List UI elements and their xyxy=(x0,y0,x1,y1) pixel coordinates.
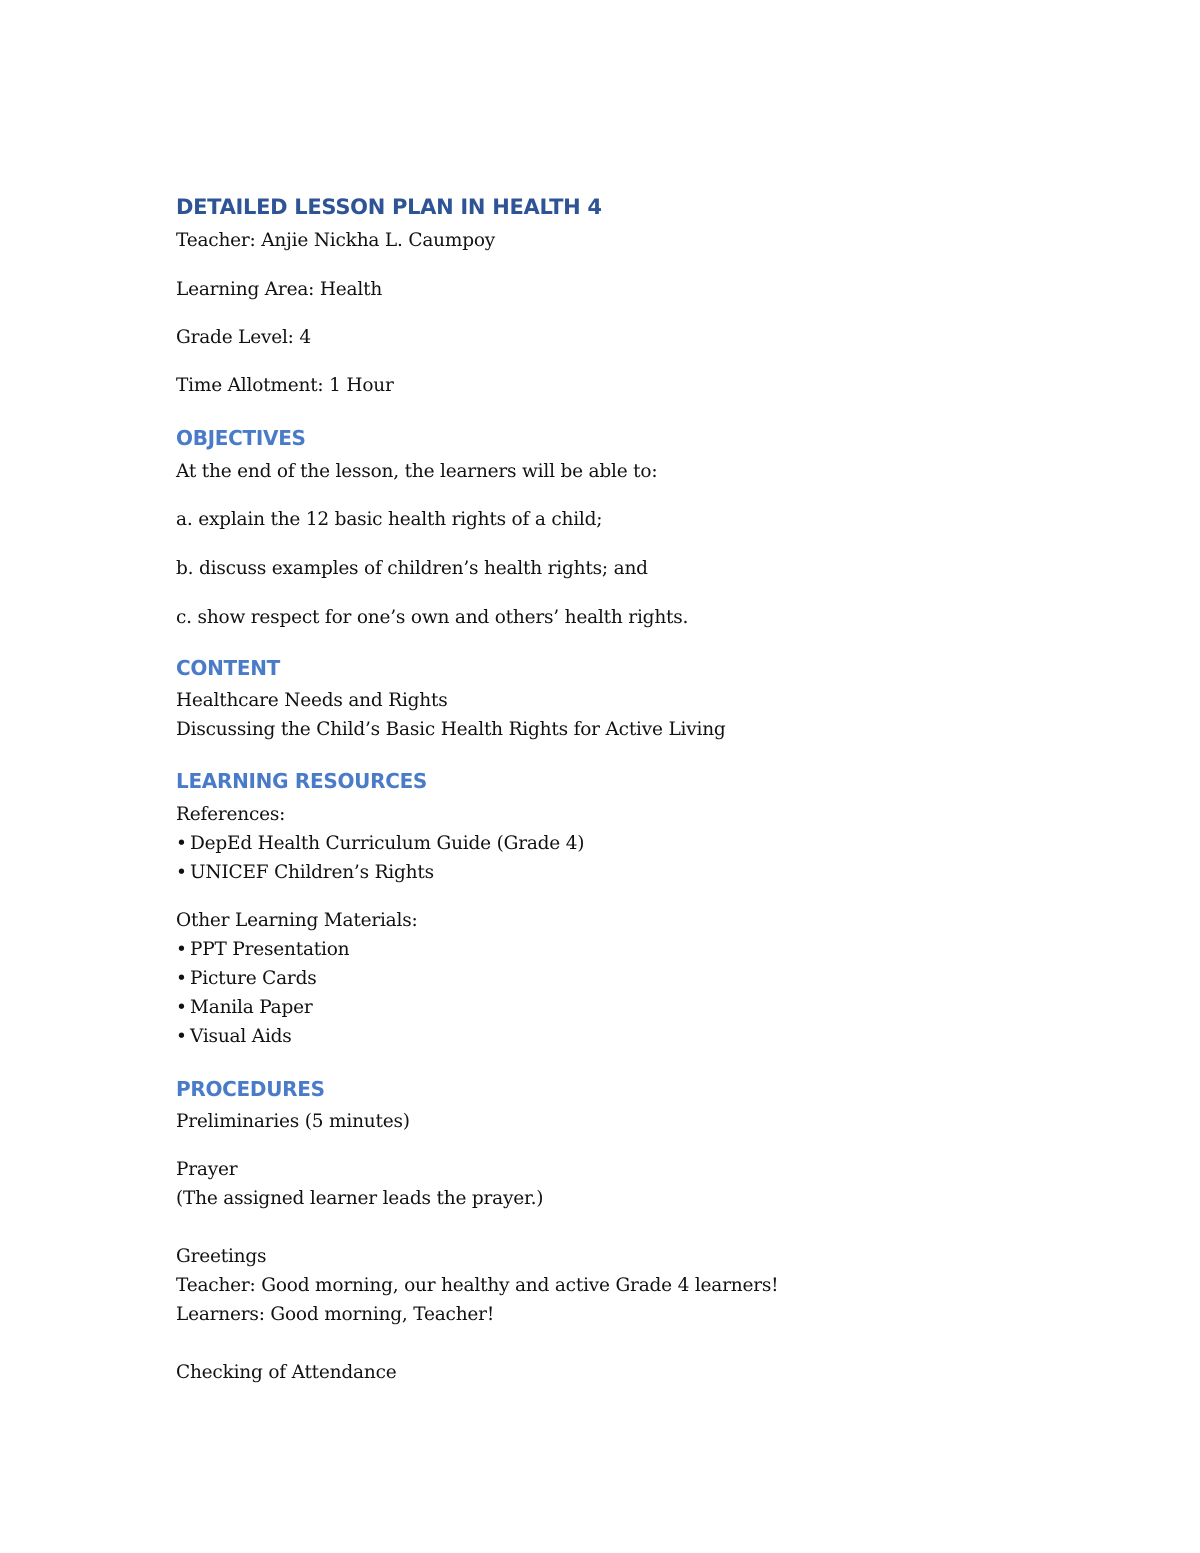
material-text: Manila Paper xyxy=(190,997,313,1018)
greetings-label: Greetings xyxy=(176,1246,267,1267)
objective-item: a. explain the 12 basic health rights of a child; xyxy=(176,509,603,530)
learning-resources-heading: LEARNING RESOURCES xyxy=(176,769,428,793)
document-page xyxy=(176,0,1056,1553)
objective-item: b. discuss examples of children’s health rights; and xyxy=(176,558,648,579)
material-item xyxy=(176,967,317,991)
reference-item xyxy=(176,832,584,856)
greetings-teacher-line: Teacher: Good morning, our healthy and active Grade 4 learners! xyxy=(176,1275,779,1296)
bullet: • xyxy=(176,862,187,883)
reference-text: UNICEF Children’s Rights xyxy=(190,862,434,883)
objectives-heading: OBJECTIVES xyxy=(176,426,306,450)
teacher-line: Teacher: Anjie Nickha L. Caumpoy xyxy=(176,230,496,251)
time-allotment-line: Time Allotment: 1 Hour xyxy=(176,375,394,396)
document-title: DETAILED LESSON PLAN IN HEALTH 4 xyxy=(176,195,602,219)
references-label: References: xyxy=(176,804,286,825)
attendance-label: Checking of Attendance xyxy=(176,1362,397,1383)
material-text: Picture Cards xyxy=(190,968,317,989)
procedures-heading: PROCEDURES xyxy=(176,1077,325,1101)
objective-item: c. show respect for one’s own and others’ health rights. xyxy=(176,607,689,628)
material-item xyxy=(176,996,313,1020)
material-text: PPT Presentation xyxy=(190,939,350,960)
bullet: • xyxy=(176,968,187,989)
content-line: Healthcare Needs and Rights xyxy=(176,690,448,711)
preliminaries-line: Preliminaries (5 minutes) xyxy=(176,1111,410,1132)
material-text: Visual Aids xyxy=(190,1026,292,1047)
grade-level-line: Grade Level: 4 xyxy=(176,327,311,348)
bullet: • xyxy=(176,1026,187,1047)
bullet: • xyxy=(176,939,187,960)
material-item xyxy=(176,1025,292,1049)
bullet: • xyxy=(176,833,187,854)
learning-area-line: Learning Area: Health xyxy=(176,279,383,300)
bullet: • xyxy=(176,997,187,1018)
content-line: Discussing the Child’s Basic Health Rights for Active Living xyxy=(176,719,726,740)
content-heading: CONTENT xyxy=(176,656,281,680)
prayer-label: Prayer xyxy=(176,1159,238,1180)
materials-label: Other Learning Materials: xyxy=(176,910,418,931)
reference-text: DepEd Health Curriculum Guide (Grade 4) xyxy=(190,833,585,854)
material-item xyxy=(176,938,349,962)
prayer-note: (The assigned learner leads the prayer.) xyxy=(176,1188,544,1209)
objectives-intro: At the end of the lesson, the learners will be able to: xyxy=(176,461,658,482)
greetings-learners-line: Learners: Good morning, Teacher! xyxy=(176,1304,495,1325)
reference-item xyxy=(176,861,434,885)
